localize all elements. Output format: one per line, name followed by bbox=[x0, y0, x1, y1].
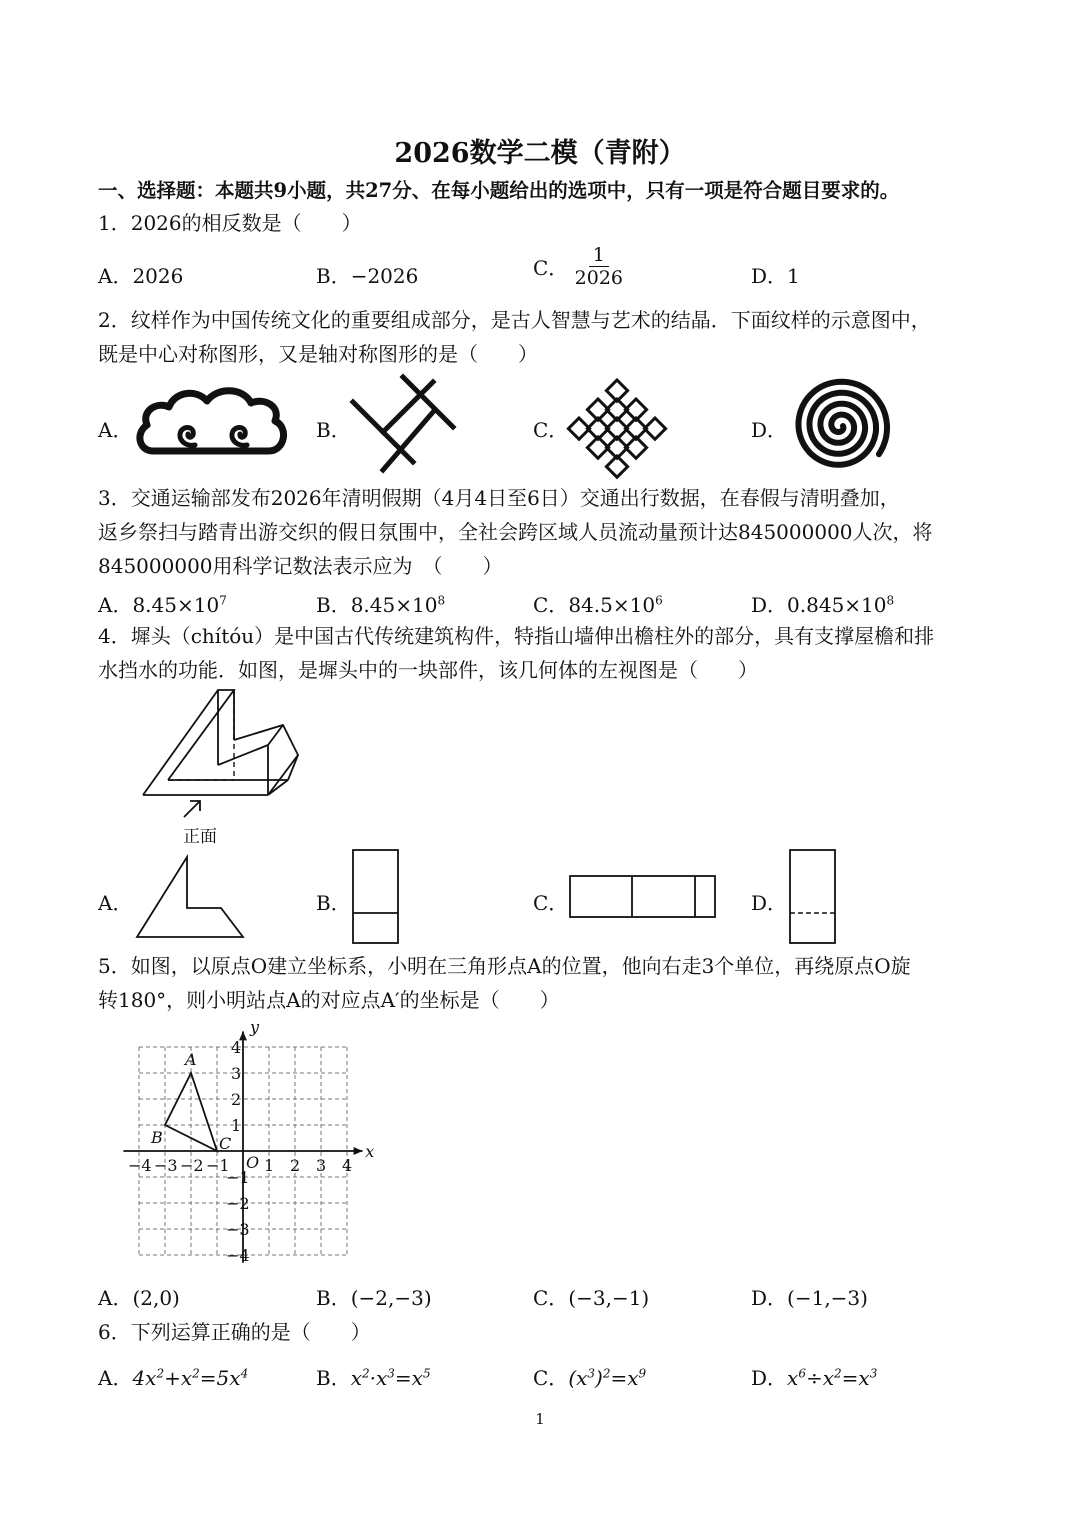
q4-option-a: A． bbox=[98, 891, 133, 915]
q4-view-d-shape bbox=[789, 849, 837, 945]
q6-option-a: A．$4x^2+x^2=5x^4$ bbox=[98, 1366, 249, 1390]
q2-option-b: B． bbox=[316, 418, 351, 442]
q2-stem-line-2: 既是中心对称图形，又是轴对称图形的是（ ） bbox=[98, 342, 538, 366]
q1-stem: 1．2026的相反数是（ ） bbox=[98, 211, 362, 235]
square-pattern-icon bbox=[345, 372, 460, 477]
q3-stem-line-3: 845000000用科学记数法表示应为 （ ） bbox=[98, 554, 503, 578]
q6-option-b: B．$x^2\cdot x^3=x^5$ bbox=[316, 1366, 431, 1390]
q4-option-c: C． bbox=[533, 891, 569, 915]
origin-label: O bbox=[246, 1153, 260, 1172]
q5-stem-line-2: 转180°，则小明站点A的对应点A′的坐标是（ ） bbox=[98, 988, 560, 1012]
q4-stem-line-1: 4．墀头（chítóu）是中国古代传统建筑构件，特指山墙伸出檐柱外的部分，具有支撑屋檐和排 bbox=[98, 624, 935, 648]
q3-stem-line-2: 返乡祭扫与踏青出游交织的假日氛围中，全社会跨区域人员流动量预计达845000000人次，将 bbox=[98, 520, 933, 544]
q1-option-c: C． $\frac{1}{2026}$ bbox=[533, 244, 624, 289]
y-tick-label: −2 bbox=[226, 1194, 250, 1213]
q2-option-c: C． bbox=[533, 418, 569, 442]
x-tick-label: 4 bbox=[342, 1156, 353, 1175]
q6-stem: 6．下列运算正确的是（ ） bbox=[98, 1320, 371, 1344]
q5-stem-line-1: 5．如图，以原点O建立坐标系，小明在三角形点A的位置，他向右走3个单位，再绕原点O旋 bbox=[98, 954, 911, 978]
x-tick-label: −3 bbox=[154, 1156, 178, 1175]
x-tick-label: 2 bbox=[290, 1156, 301, 1175]
y-tick-label: 3 bbox=[231, 1064, 242, 1083]
q4-view-c-shape bbox=[569, 875, 717, 919]
y-tick-label: 4 bbox=[231, 1038, 242, 1057]
cloud-pattern-icon bbox=[135, 385, 305, 465]
q2-stem-line-1: 2．纹样作为中国传统文化的重要组成部分，是古人智慧与艺术的结晶．下面纹样的示意图中， bbox=[98, 308, 931, 332]
q4-view-a-shape bbox=[135, 855, 245, 940]
q1-option-b: B．−2026 bbox=[316, 264, 419, 288]
q6-option-c: C．$(x^3)^2=x^9$ bbox=[533, 1366, 647, 1390]
q3-option-d: D．$0.845\times 10^8$ bbox=[751, 593, 895, 617]
x-tick-label: 3 bbox=[316, 1156, 327, 1175]
y-tick-label: −1 bbox=[226, 1168, 250, 1187]
point-label-c: C bbox=[219, 1134, 232, 1153]
q5-option-b: B．(−2,−3) bbox=[316, 1286, 432, 1310]
coordinate-grid bbox=[128, 1017, 390, 1270]
chitou-solid-figure bbox=[138, 685, 308, 855]
q1-option-a: A．2026 bbox=[98, 264, 184, 288]
q4-option-b: B． bbox=[316, 891, 351, 915]
q3-option-a: A．$8.45\times 10^7$ bbox=[98, 593, 227, 617]
q5-option-a: A．(2,0) bbox=[98, 1286, 180, 1310]
q5-option-c: C．(−3,−1) bbox=[533, 1286, 650, 1310]
q6-option-d: D．$x^6\div x^2=x^3$ bbox=[751, 1366, 878, 1390]
q1-fraction: $\frac{1}{2026}$ bbox=[574, 244, 624, 289]
x-tick-label: −2 bbox=[180, 1156, 204, 1175]
y-tick-label: −4 bbox=[226, 1246, 250, 1265]
front-view-label: 正面 bbox=[183, 827, 217, 847]
q5-option-d: D．(−1,−3) bbox=[751, 1286, 868, 1310]
section-heading: 一、选择题：本题共9小题，共27分、在每小题给出的选项中，只有一项是符合题目要求的。 bbox=[98, 179, 900, 202]
point-label-b: B bbox=[151, 1128, 163, 1147]
q4-view-b-shape bbox=[352, 849, 400, 945]
y-axis-label: y bbox=[250, 1017, 260, 1037]
x-tick-label: 1 bbox=[264, 1156, 275, 1175]
q2-option-a: A． bbox=[98, 418, 133, 442]
q3-stem-line-1: 3．交通运输部发布2026年清明假期（4月4日至6日）交通出行数据，在春假与清明叠加， bbox=[98, 486, 900, 510]
y-tick-label: −3 bbox=[226, 1220, 250, 1239]
diamond-cross-pattern-icon bbox=[565, 374, 670, 479]
q4-option-d: D． bbox=[751, 891, 788, 915]
x-axis-label: x bbox=[365, 1142, 375, 1161]
spiral-pattern-icon bbox=[785, 374, 895, 474]
y-tick-label: 2 bbox=[231, 1090, 242, 1109]
page-title: 2026数学二模（青附） bbox=[394, 138, 686, 169]
q3-option-c: C．$84.5\times 10^6$ bbox=[533, 593, 663, 617]
q2-option-d: D． bbox=[751, 418, 788, 442]
point-label-a: A bbox=[185, 1050, 197, 1069]
x-tick-label: −4 bbox=[128, 1156, 152, 1175]
q1-option-d: D．1 bbox=[751, 264, 800, 288]
q4-stem-line-2: 水挡水的功能．如图，是墀头中的一块部件，该几何体的左视图是（ ） bbox=[98, 658, 758, 682]
q3-option-b: B．$8.45\times 10^8$ bbox=[316, 593, 446, 617]
y-tick-label: 1 bbox=[231, 1116, 242, 1135]
page-number: 1 bbox=[535, 1410, 545, 1428]
x-axis-arrow bbox=[354, 1147, 363, 1155]
x-tick-label: −1 bbox=[206, 1156, 230, 1175]
